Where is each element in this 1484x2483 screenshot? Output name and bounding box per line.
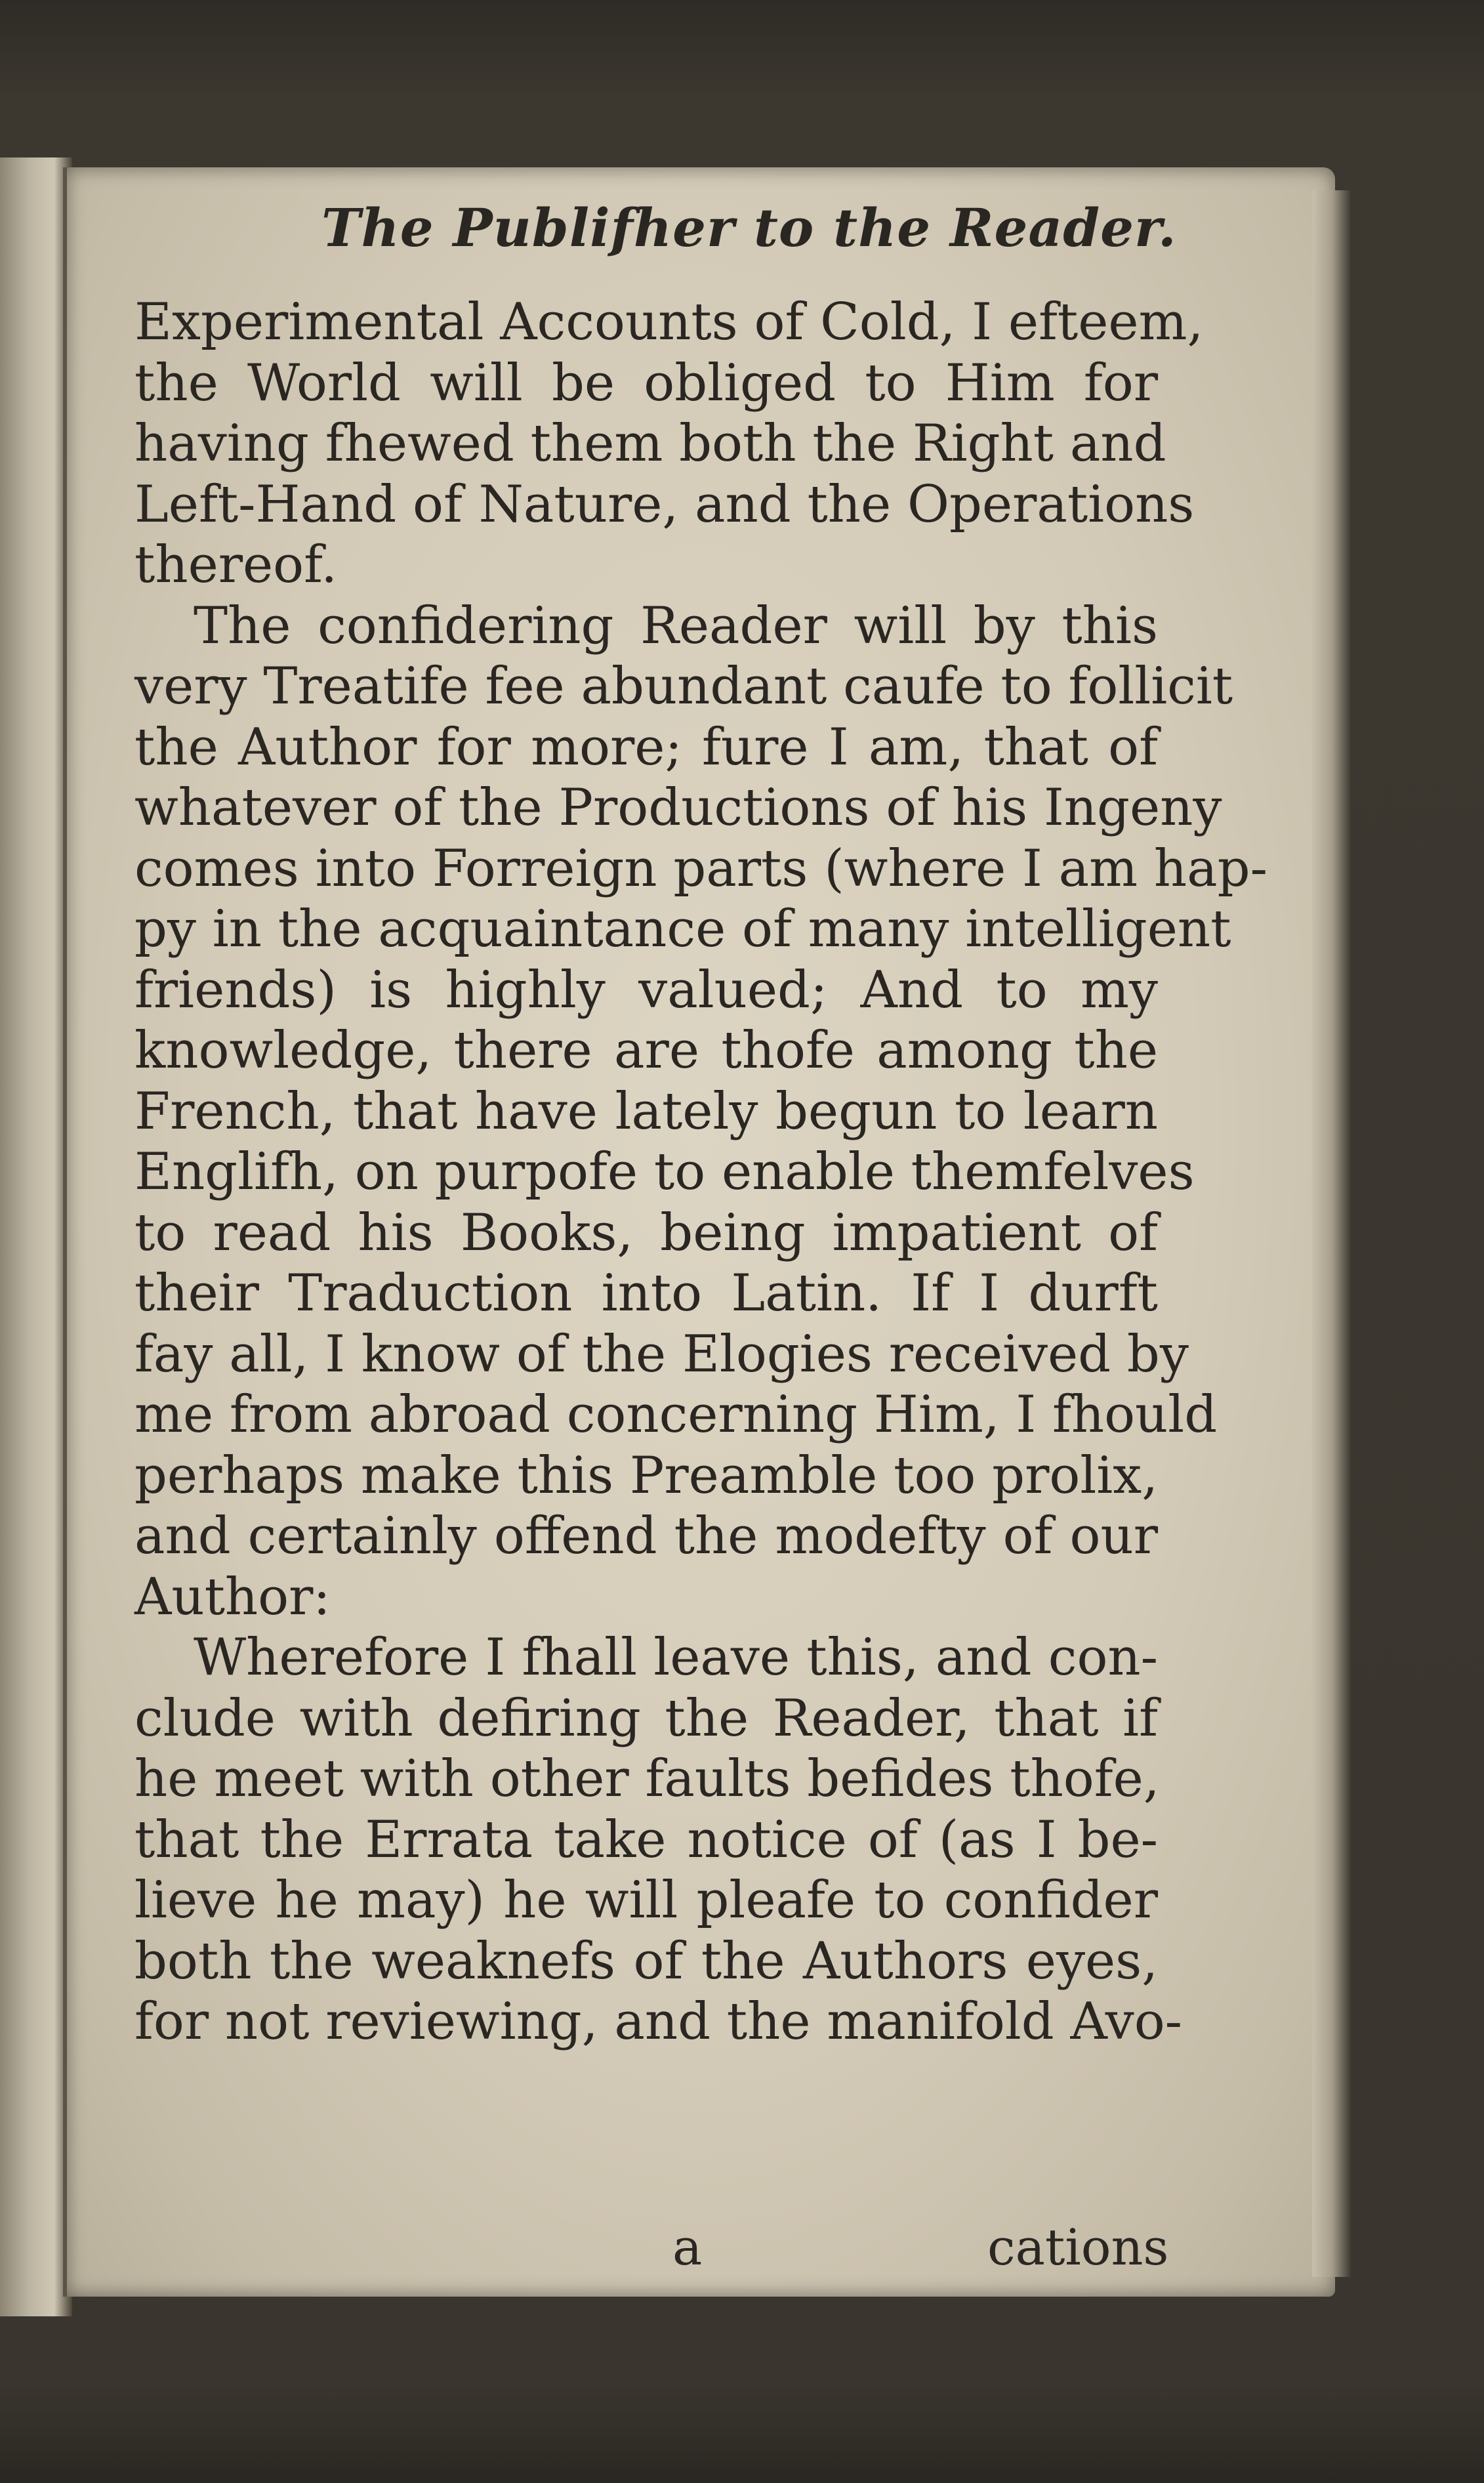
text-line: perhaps make this Preamble too prolix, — [134, 1446, 1159, 1505]
text-line: whatever of the Productions of his Ingeny — [134, 778, 1222, 837]
text-line: knowledge, there are thofe among the — [134, 1021, 1158, 1080]
catchword: cations — [987, 2218, 1169, 2276]
text-line: Left-Hand of Nature, and the Operations — [134, 474, 1195, 534]
text-line: Experimental Accounts of Cold, I efteem, — [134, 293, 1204, 352]
text-line: Englifh, on purpofe to enable themfelves — [134, 1142, 1195, 1201]
text-line: comes into Forreign parts (where I am hap- — [134, 839, 1268, 898]
text-line: and certainly offend the modefty of our — [134, 1507, 1158, 1566]
text-line: for not reviewing, and the manifold Avo- — [134, 1992, 1183, 2051]
text-line: Author: — [134, 1567, 331, 1627]
text-line: fay all, I know of the Elogies received by — [134, 1324, 1189, 1384]
text-line: the World will be obliged to Him for — [134, 353, 1158, 413]
page-stack-edge — [1312, 190, 1351, 2277]
text-line: friends) is highly valued; And to my — [134, 960, 1158, 1020]
text-line: having fhewed them both the Right and — [134, 414, 1166, 473]
text-line: the Author for more; fure I am, that of — [134, 717, 1158, 777]
text-line: The confidering Reader will by this — [194, 596, 1158, 656]
signature-mark: a — [672, 2218, 703, 2276]
text-line: Wherefore I fhall leave this, and con- — [194, 1628, 1158, 1687]
previous-page-edge — [0, 157, 72, 2316]
text-line: to read his Books, being impatient of — [134, 1203, 1158, 1262]
text-line: lieve he may) he will pleafe to confider — [134, 1871, 1158, 1930]
text-line: that the Errata take notice of (as I be- — [134, 1810, 1158, 1869]
text-line: me from abroad concerning Him, I fhould — [134, 1385, 1218, 1444]
text-line: he meet with other faults befides thofe, — [134, 1749, 1160, 1808]
page-gutter — [63, 167, 67, 2297]
text-line: clude with defiring the Reader, that if — [134, 1688, 1158, 1748]
text-line: py in the acquaintance of many intelligent — [134, 900, 1231, 959]
text-line: French, that have lately begun to learn — [134, 1081, 1158, 1141]
running-header: The Publifher to the Reader. — [321, 197, 1177, 259]
text-line: their Traduction into Latin. If I durft — [134, 1264, 1158, 1323]
text-line: very Treatife fee abundant caufe to follicit — [134, 657, 1233, 716]
body-text — [134, 292, 1268, 2053]
text-line: thereof. — [134, 535, 338, 595]
text-line: both the weaknefs of the Authors eyes, — [134, 1931, 1158, 1991]
